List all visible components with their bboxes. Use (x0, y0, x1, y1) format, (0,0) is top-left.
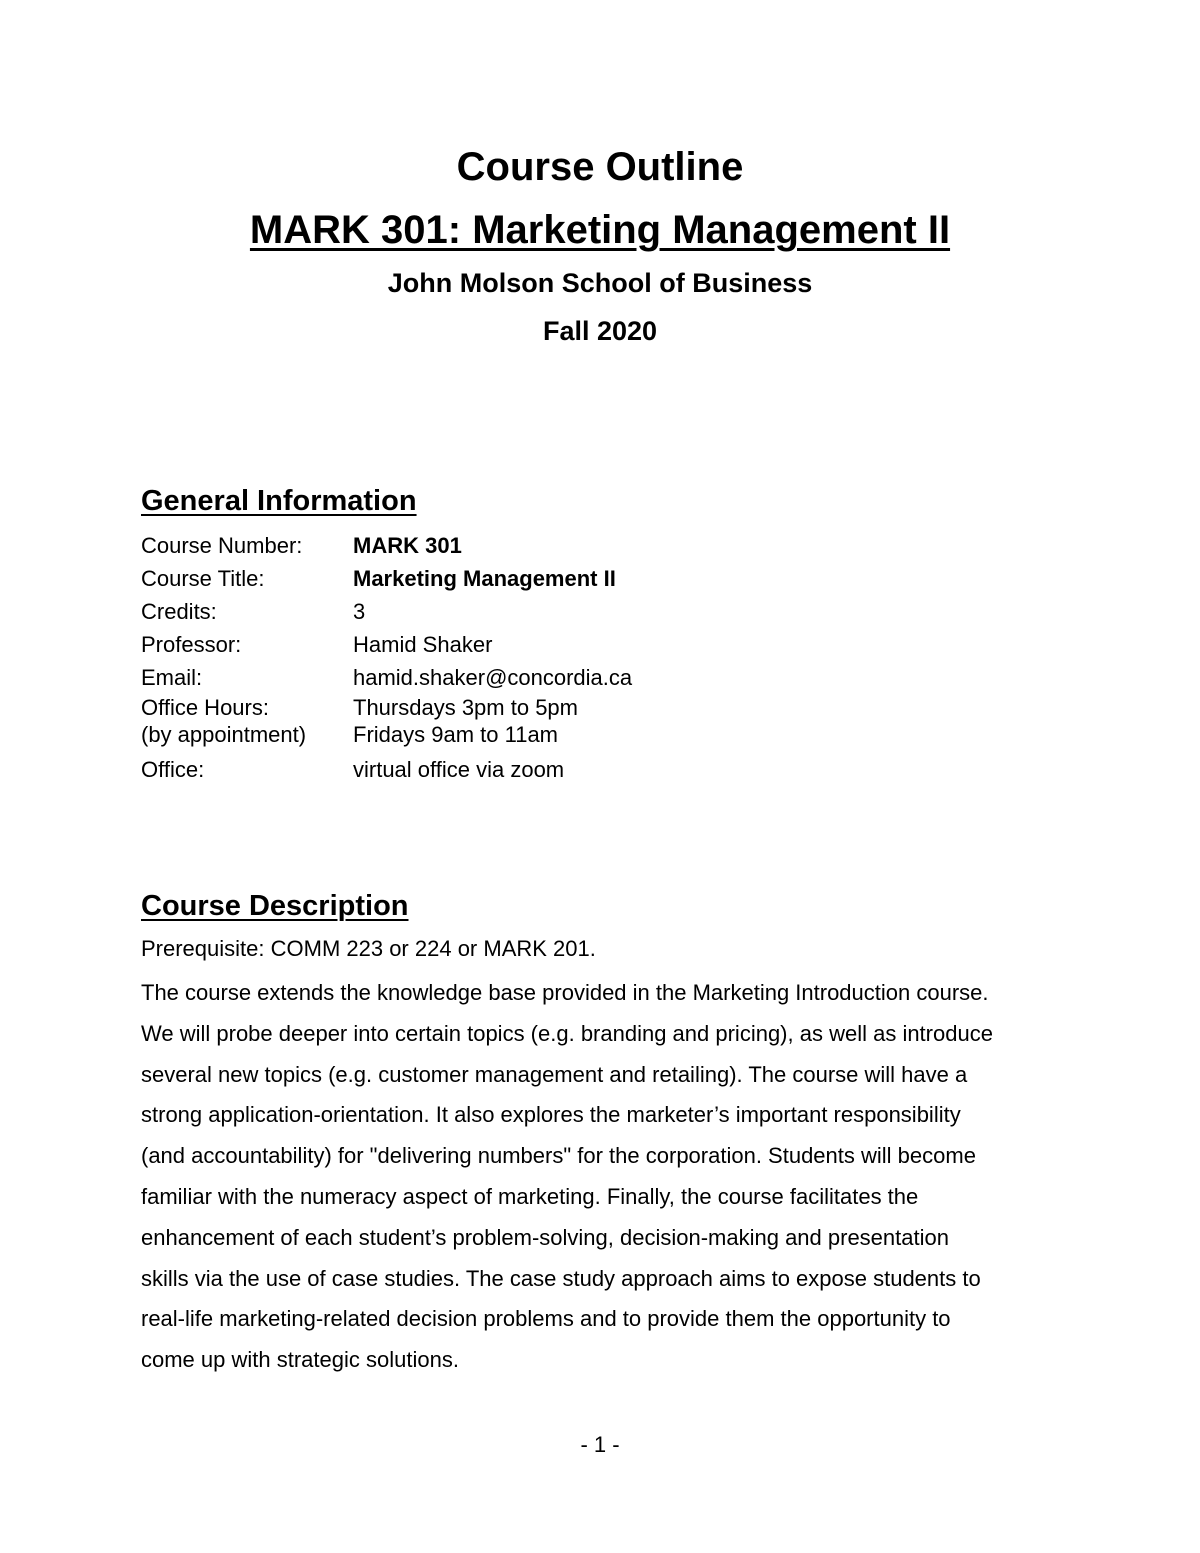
info-value: MARK 301 (353, 533, 462, 558)
info-row-course-number (141, 529, 841, 562)
info-label: Course Title: (141, 566, 265, 591)
info-label: Professor: (141, 632, 242, 657)
info-value: Thursdays 3pm to 5pm (353, 695, 578, 720)
description-line: come up with strategic solutions. (141, 1347, 459, 1373)
description-line: enhancement of each student’s problem-solving, decision-making and presentation (141, 1224, 949, 1250)
description-line: skills via the use of case studies. The case study approach aims to expose students to (141, 1265, 981, 1291)
course-heading (0, 205, 1200, 255)
description-line: We will probe deeper into certain topics (e.g. branding and pricing), as well as introduce (141, 1020, 993, 1046)
school-name: John Molson School of Business (387, 268, 813, 298)
info-label: Course Number: (141, 533, 303, 558)
info-value: Hamid Shaker (353, 632, 493, 657)
description-line: (and accountability) for "delivering numbers" for the corporation. Students will become (141, 1143, 976, 1169)
info-value: Fridays 9am to 11am (353, 722, 559, 747)
document-title: Course Outline (456, 145, 744, 189)
info-row-office-hours (141, 694, 841, 721)
description-line: familiar with the numeracy aspect of marketing. Finally, the course facilitates the (141, 1183, 919, 1209)
description-line: real-life marketing-related decision problems and to provide them the opportunity to (141, 1306, 951, 1332)
info-value: Marketing Management II (353, 566, 616, 591)
email-link[interactable]: hamid.shaker@concordia.ca (353, 665, 633, 690)
page-number: - 1 - (580, 1432, 620, 1457)
general-information-table (141, 529, 841, 786)
info-row-professor (141, 628, 841, 661)
info-row-by-appointment (141, 721, 841, 748)
description-line: several new topics (e.g. customer management and retailing). The course will have a (141, 1061, 968, 1087)
info-row-email (141, 661, 841, 694)
info-value: virtual office via zoom (353, 757, 565, 782)
info-label: Office Hours: (141, 695, 269, 720)
description-line: The course extends the knowledge base provided in the Marketing Introduction course. (141, 980, 989, 1005)
general-information-heading: General Information (141, 485, 417, 517)
course-description-heading: Course Description (141, 890, 409, 922)
description-line: strong application-orientation. It also explores the marketer’s important responsibility (141, 1102, 961, 1128)
info-label: Office: (141, 757, 205, 782)
info-row-office (141, 753, 841, 786)
info-label: (by appointment) (141, 722, 307, 747)
info-row-course-title (141, 562, 841, 595)
info-label: Credits: (141, 599, 217, 624)
prerequisite-text: Prerequisite: COMM 223 or 224 or MARK 201. (141, 936, 596, 961)
course-heading-text: MARK 301: Marketing Management II (249, 208, 951, 252)
info-label: Email: (141, 665, 203, 690)
info-row-credits (141, 595, 841, 628)
info-value: 3 (353, 599, 366, 624)
term: Fall 2020 (542, 316, 658, 346)
course-description-body (141, 973, 1101, 1381)
